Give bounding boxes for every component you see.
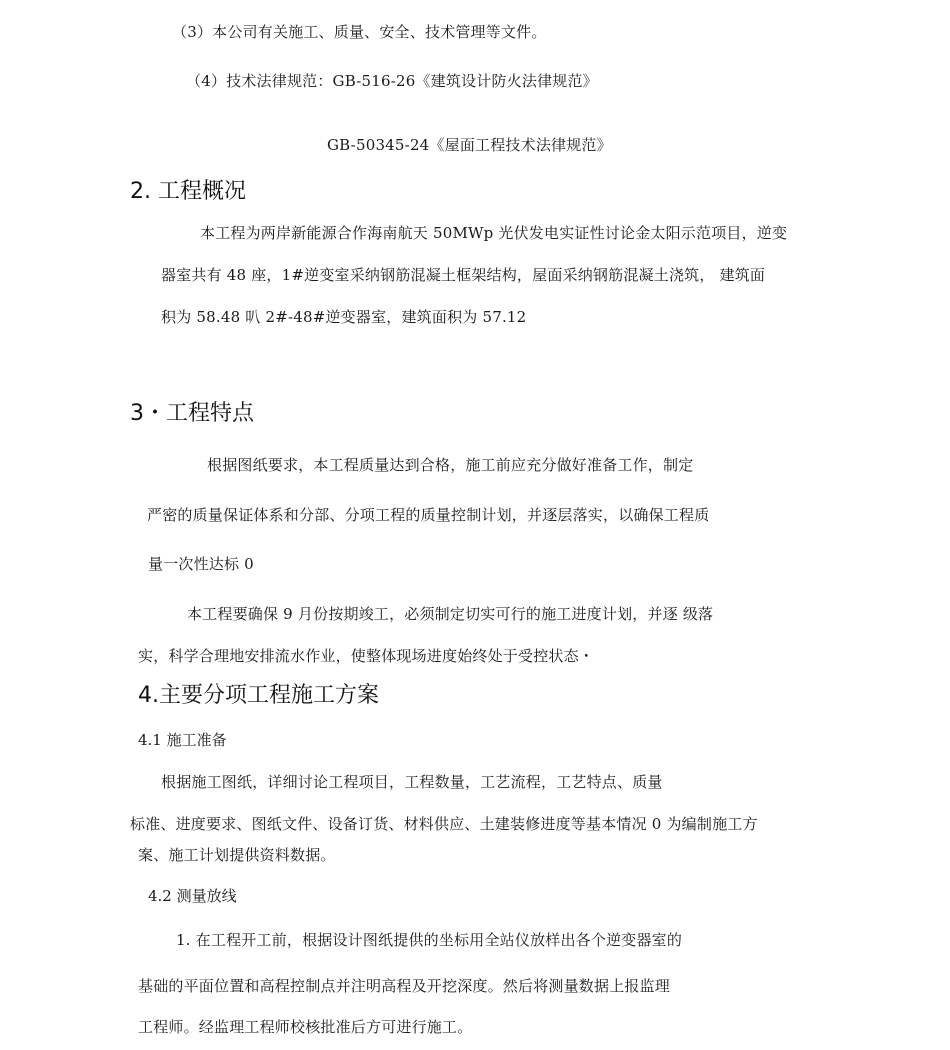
section-2-line-3: 积为 58.48 叭 2#-48#逆变器室，建筑面积为 57.12 xyxy=(161,308,527,326)
subsection-4-1-title: 4.1 施工准备 xyxy=(138,731,227,749)
ref-item-3: （3）本公司有关施工、质量、安全、技术管理等文件。 xyxy=(172,23,547,41)
subsection-4-1-line-2: 标准、进度要求、图纸文件、设备订货、材料供应、土建装修进度等基本情况 0 为编制施工方 xyxy=(130,815,758,833)
section-2-heading: 2. 工程概况 xyxy=(130,179,246,204)
subsection-4-2-line-2: 基础的平面位置和高程控制点并注明高程及开挖深度。然后将测量数据上报监理 xyxy=(138,977,671,995)
section-3-para1-line-2: 严密的质量保证体系和分部、分项工程的质量控制计划，并逐层落实，以确保工程质 xyxy=(147,506,710,524)
subsection-4-1-line-1: 根据施工图纸，详细讨论工程项目，工程数量，工艺流程，工艺特点、质量 xyxy=(161,773,663,791)
section-4-heading: 4.主要分项工程施工方案 xyxy=(138,683,379,708)
ref-item-4-continuation: GB-50345-24《屋面工程技术法律规范》 xyxy=(327,136,612,154)
section-2-line-2: 器室共有 48 座，1#逆变室采纳钢筋混凝土框架结构，屋面采纳钢筋混凝土浇筑， 建筑面 xyxy=(161,266,766,284)
subsection-4-2-title: 4.2 测量放线 xyxy=(148,887,237,905)
section-3-para2-line-1: 本工程要确保 9 月份按期竣工，必须制定切实可行的施工进度计划，并逐 级落 xyxy=(187,605,714,623)
subsection-4-1-line-3: 案、施工计划提供资料数据。 xyxy=(138,846,336,864)
ref-item-4: （4）技术法律规范：GB-516-26《建筑设计防火法律规范》 xyxy=(186,72,598,90)
section-3-para1-line-3: 量一次性达标 0 xyxy=(148,555,254,573)
subsection-4-2-line-1: 1. 在工程开工前，根据设计图纸提供的坐标用全站仪放样出各个逆变器室的 xyxy=(176,931,683,949)
section-2-line-1: 本工程为两岸新能源合作海南航天 50MWp 光伏发电实证性讨论金太阳示范项目，逆变 xyxy=(200,224,788,242)
section-3-heading: 3・工程特点 xyxy=(130,401,254,426)
section-3-para2-line-2: 实，科学合理地安排流水作业，使整体现场进度始终处于受控状态・ xyxy=(138,647,595,665)
section-3-para1-line-1: 根据图纸要求，本工程质量达到合格，施工前应充分做好准备工作，制定 xyxy=(207,456,694,474)
subsection-4-2-line-3: 工程师。经监理工程师校核批准后方可进行施工。 xyxy=(138,1018,473,1036)
